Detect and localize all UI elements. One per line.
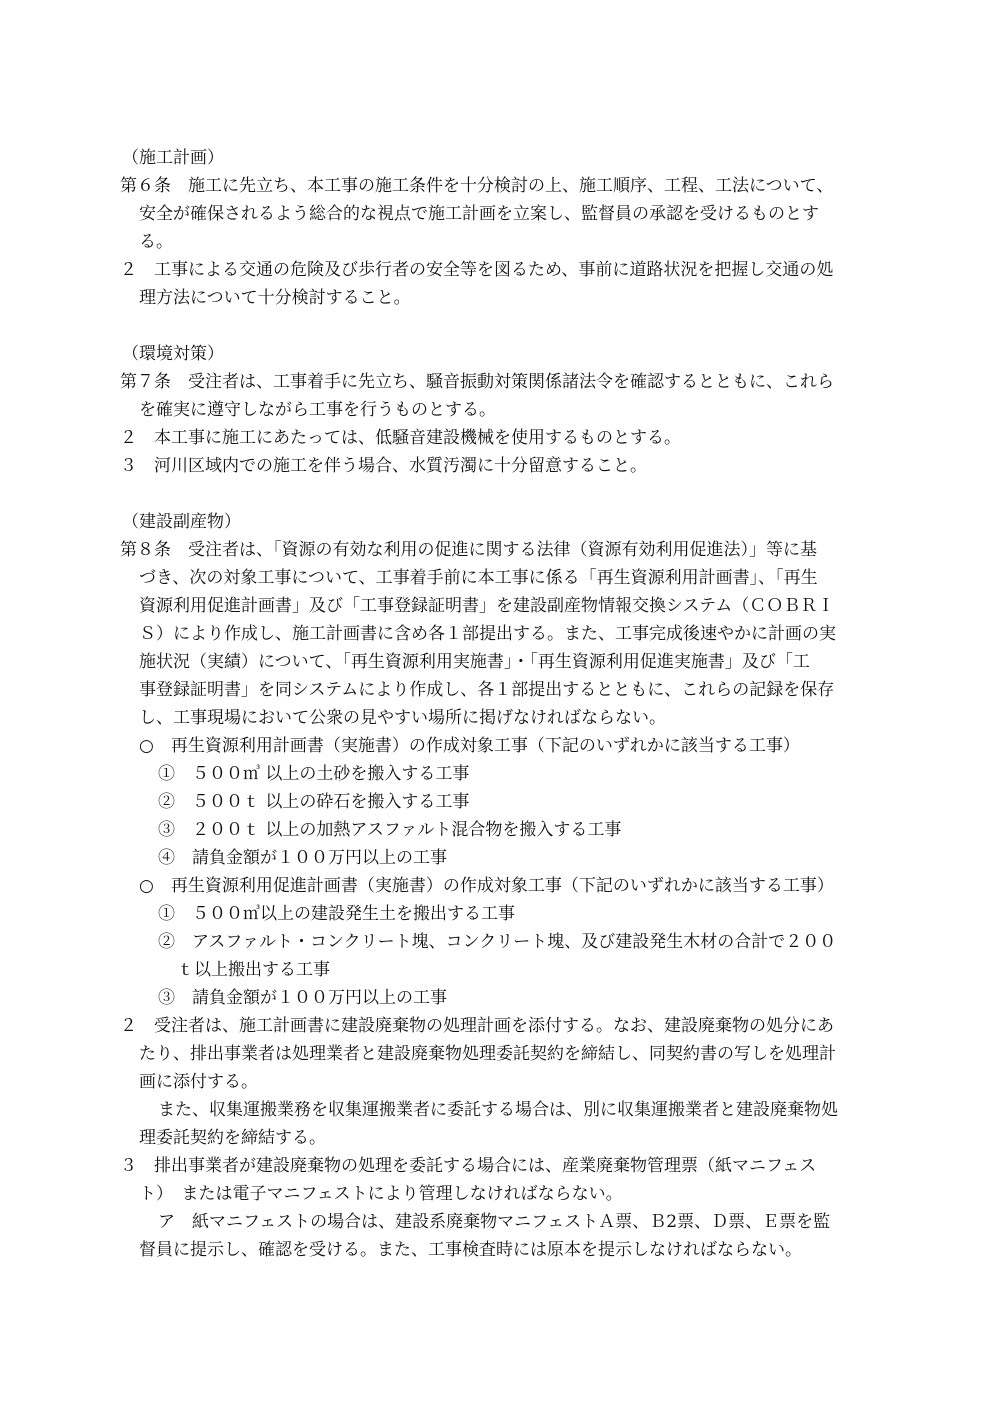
article-8-line-3: 資源利用促進計画書」及び「工事登録証明書」を建設副産物情報交換システム（ＣＯＢＲＩ bbox=[139, 596, 835, 616]
section-heading-byproducts: （建設副産物） bbox=[122, 512, 241, 532]
article-8-line-6: 事登録証明書」を同システムにより作成し、各１部提出するとともに、これらの記録を保存 bbox=[139, 680, 835, 700]
article-8-para-2-line-3: 画に添付する。 bbox=[139, 1072, 258, 1092]
list-item: ① ５００㎥以上の建設発生土を搬出する工事 bbox=[158, 904, 515, 924]
article-8-line-7: し、工事現場において公衆の見やすい場所に掲げなければならない。 bbox=[139, 708, 666, 728]
article-6-line-2: 安全が確保されるよう総合的な視点で施工計画を立案し、監督員の承認を受けるものとす bbox=[139, 204, 819, 224]
list-item: ② アスファルト・コンクリート塊、コンクリート塊、及び建設発生木材の合計で２００ bbox=[158, 932, 837, 952]
section-heading-construction-plan: （施工計画） bbox=[122, 148, 224, 168]
article-8-line-1: 第８条 受注者は、「資源の有効な利用の促進に関する法律（資源有効利用促進法）」等に基 bbox=[120, 540, 817, 560]
list-item: ④ 請負金額が１００万円以上の工事 bbox=[158, 848, 447, 868]
article-7-para-3: ３ 河川区域内での施工を伴う場合、水質汚濁に十分留意すること。 bbox=[120, 456, 647, 476]
section-heading-environment: （環境対策） bbox=[122, 344, 224, 364]
list-item: ③ ２００ｔ 以上の加熱アスファルト混合物を搬入する工事 bbox=[158, 820, 622, 840]
article-6-para-2-line-1: ２ 工事による交通の危険及び歩行者の安全等を図るため、事前に道路状況を把握し交通の処 bbox=[120, 260, 834, 280]
article-6-para-2-line-2: 理方法について十分検討すること。 bbox=[139, 288, 411, 308]
article-7-para-2: ２ 本工事に施工にあたっては、低騒音建設機械を使用するものとする。 bbox=[120, 428, 681, 448]
article-8-para-2-line-5: 理委託契約を締結する。 bbox=[139, 1128, 326, 1148]
list-item: ③ 請負金額が１００万円以上の工事 bbox=[158, 988, 447, 1008]
article-8-line-4: Ｓ）により作成し、施工計画書に含め各１部提出する。また、工事完成後速やかに計画の実 bbox=[139, 624, 836, 644]
article-8-para-2-line-1: ２ 受注者は、施工計画書に建設廃棄物の処理計画を添付する。なお、建設廃棄物の処分にあ bbox=[120, 1016, 834, 1036]
article-8-line-2: づき、次の対象工事について、工事着手前に本工事に係る「再生資源利用計画書」、「再生 bbox=[139, 568, 818, 588]
article-8-para-3-line-2: ト） または電子マニフェストにより管理しなければならない。 bbox=[139, 1184, 623, 1204]
list-item-continuation: ｔ以上搬出する工事 bbox=[177, 960, 330, 980]
article-8-para-3-line-1: ３ 排出事業者が建設廃棄物の処理を委託する場合には、産業廃棄物管理票（紙マニフェス bbox=[120, 1156, 817, 1176]
article-6-line-1: 第６条 施工に先立ち、本工事の施工条件を十分検討の上、施工順序、工程、工法について、 bbox=[120, 176, 834, 196]
article-6-line-3: る。 bbox=[139, 232, 173, 252]
article-8-para-3-item-a-line-1: ア 紙マニフェストの場合は、建設系廃棄物マニフェストＡ票、Ｂ2票、Ｄ票、Ｅ票を監 bbox=[158, 1212, 831, 1232]
article-8-para-3-item-a-line-2: 督員に提示し、確認を受ける。また、工事検査時には原本を提示しなければならない。 bbox=[139, 1240, 802, 1260]
article-8-para-2-line-2: たり、排出事業者は処理業者と建設廃棄物処理委託契約を締結し、同契約書の写しを処理計 bbox=[139, 1044, 836, 1064]
article-7-line-2: を確実に遵守しながら工事を行うものとする。 bbox=[139, 400, 496, 420]
list-heading-promotion-plan: ○ 再生資源利用促進計画書（実施書）の作成対象工事（下記のいずれかに該当する工事） bbox=[139, 876, 834, 896]
list-item: ① ５００㎥ 以上の土砂を搬入する工事 bbox=[158, 764, 470, 784]
article-8-para-2-line-4: また、収集運搬業務を収集運搬業者に委託する場合は、別に収集運搬業者と建設廃棄物処 bbox=[158, 1100, 838, 1120]
article-7-line-1: 第７条 受注者は、工事着手に先立ち、騒音振動対策関係諸法令を確認するとともに、これら bbox=[120, 372, 834, 392]
list-item: ② ５００ｔ 以上の砕石を搬入する工事 bbox=[158, 792, 470, 812]
article-8-line-5: 施状況（実績）について、「再生資源利用実施書」・「再生資源利用促進実施書」及び「工 bbox=[139, 652, 810, 672]
list-heading-usage-plan: ○ 再生資源利用計画書（実施書）の作成対象工事（下記のいずれかに該当する工事） bbox=[139, 736, 800, 756]
